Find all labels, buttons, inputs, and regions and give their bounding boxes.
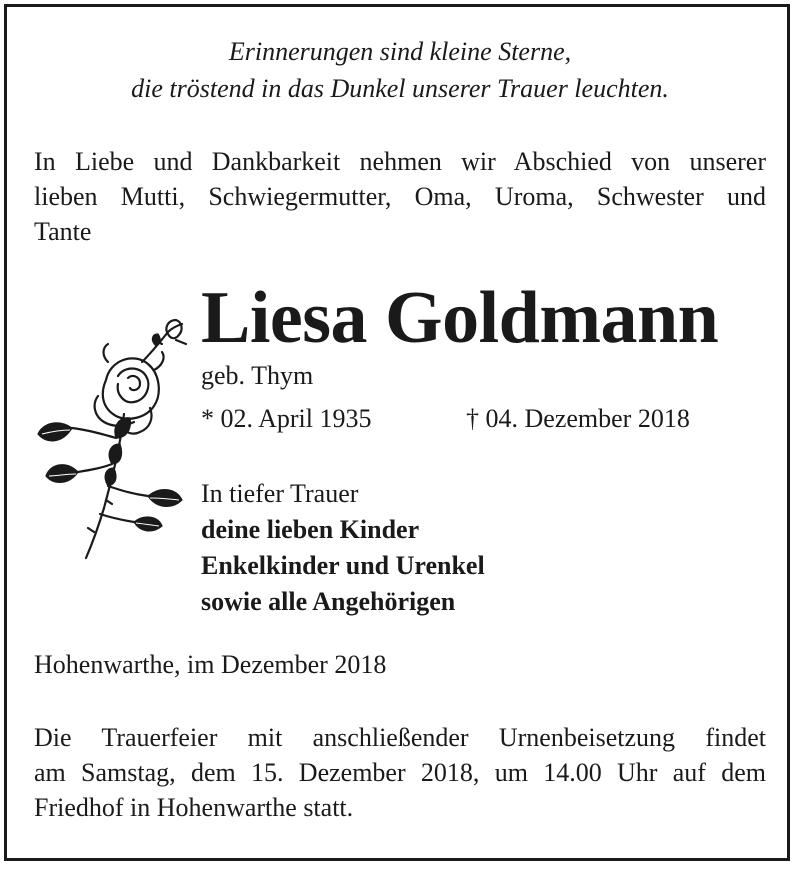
place-and-date: Hohenwarthe, im Dezember 2018 bbox=[34, 650, 387, 679]
intro-line-3: Tante bbox=[34, 217, 92, 246]
motto-line-2: die tröstend in das Dunkel unserer Trauer leuchten. bbox=[131, 74, 669, 103]
service-line-2: am Samstag, dem 15. Dezember 2018, um 14.00 Uhr auf dem bbox=[34, 758, 766, 787]
mourners-block bbox=[201, 476, 485, 620]
service-line-1: Die Trauerfeier mit anschließender Urnenbeisetzung findet bbox=[34, 723, 766, 752]
birth-date: * 02. April 1935 bbox=[201, 404, 372, 433]
intro-line-2: lieben Mutti, Schwiegermutter, Oma, Uroma, Schwester und bbox=[34, 182, 766, 211]
motto-line-1: Erinnerungen sind kleine Sterne, bbox=[228, 37, 572, 66]
mourners-line-3: sowie alle Angehörigen bbox=[201, 587, 456, 616]
maiden-name: geb. Thym bbox=[201, 361, 314, 390]
mourners-line-2: Enkelkinder und Urenkel bbox=[201, 551, 485, 580]
motto bbox=[0, 33, 800, 107]
mourners-line-1: deine lieben Kinder bbox=[201, 515, 420, 544]
death-date: † 04. Dezember 2018 bbox=[466, 404, 690, 433]
intro-line-1: In Liebe und Dankbarkeit nehmen wir Abschied von unserer bbox=[34, 147, 766, 176]
intro-text bbox=[34, 144, 766, 249]
service-line-3: Friedhof in Hohenwarthe statt. bbox=[34, 793, 354, 822]
mourners-heading: In tiefer Trauer bbox=[201, 479, 359, 508]
deceased-name: Liesa Goldmann bbox=[201, 277, 719, 359]
funeral-service-text bbox=[34, 720, 766, 825]
rose-icon bbox=[36, 318, 196, 560]
